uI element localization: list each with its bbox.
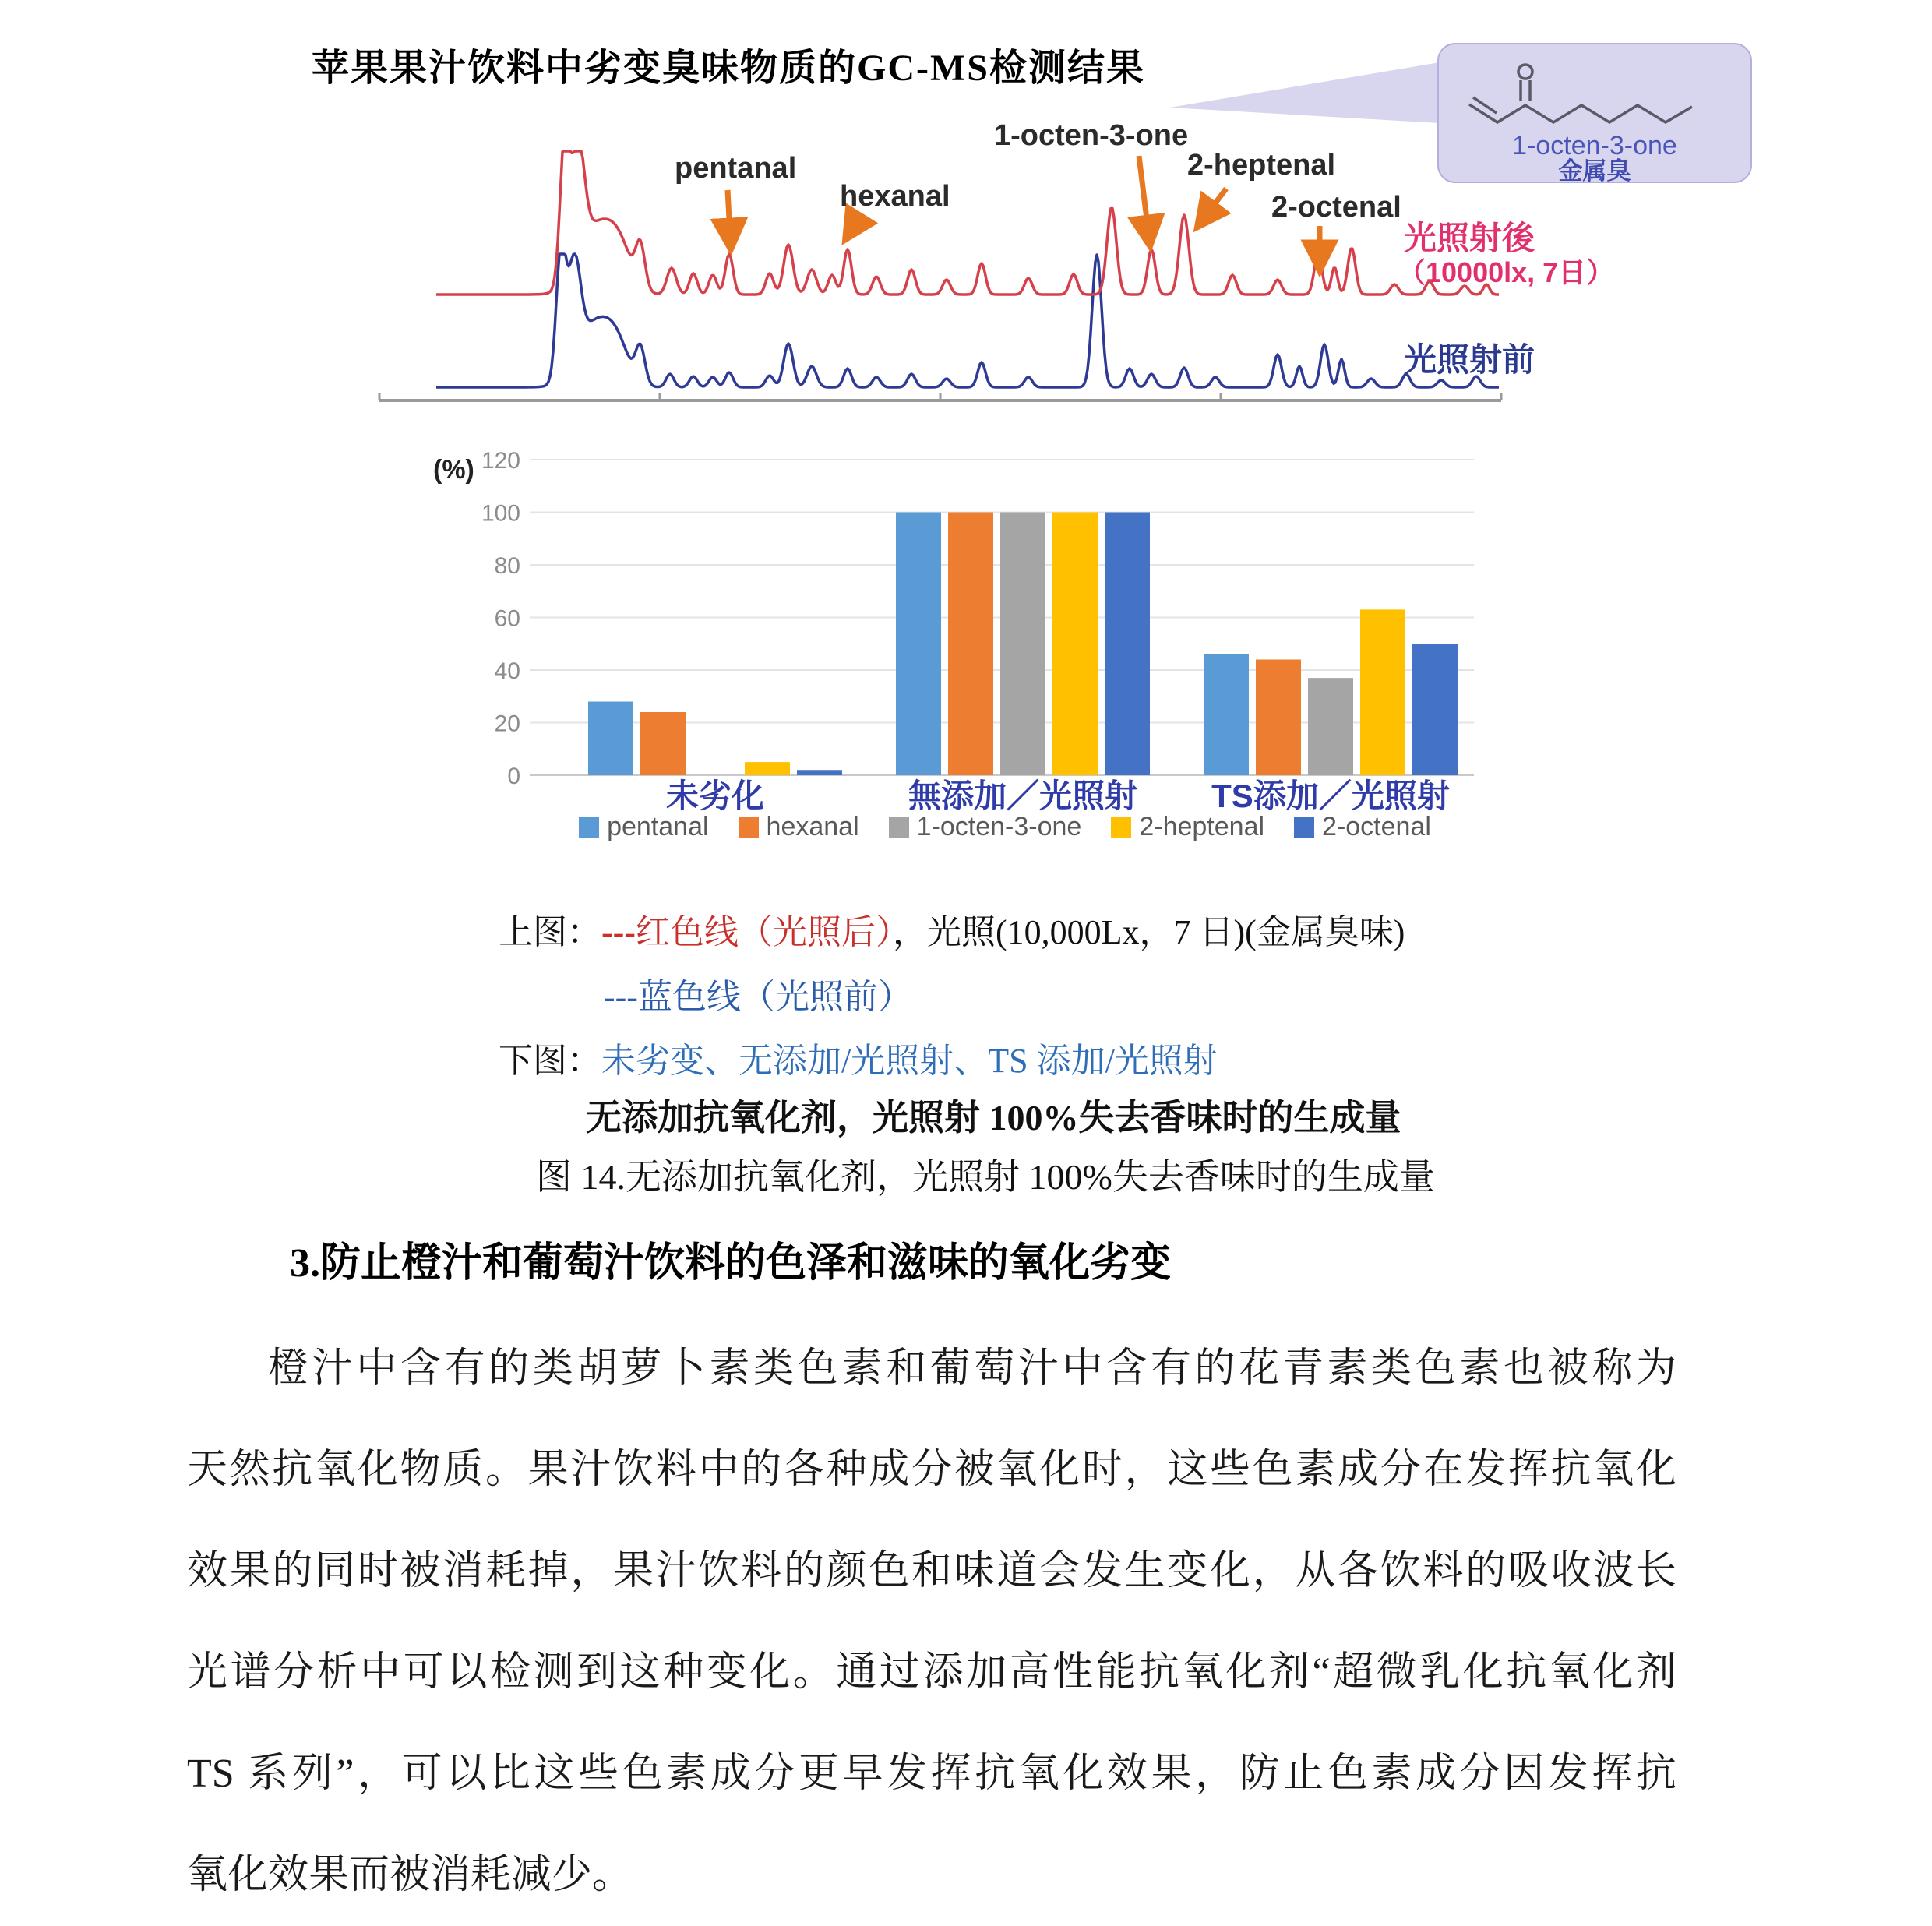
peak-label-2-heptenal: 2-heptenal	[1187, 149, 1336, 182]
legend-label: 2-octenal	[1322, 812, 1431, 841]
peak-label-hexanal: hexanal	[840, 180, 950, 213]
y-tick-label: 100	[481, 500, 520, 527]
caption-upper-suffix: ，光照(10,000Lx，7 日)(金属臭味)	[892, 913, 1405, 951]
callout-odor-label: 金属臭	[1558, 157, 1631, 185]
figure-title: 苹果果汁饮料中劣变臭味物质的GC-MS检测结果	[312, 48, 1145, 89]
y-tick-label: 20	[494, 711, 520, 737]
bar-1-octen-3-one-group3	[1308, 678, 1353, 775]
legend-label: pentanal	[607, 812, 709, 841]
before-irradiation-label: 光照射前	[1404, 341, 1535, 378]
caption-blue-line-text: ---蓝色线（光照前）	[604, 978, 912, 1016]
chart-legend	[530, 812, 1480, 842]
y-tick-label: 0	[507, 764, 520, 789]
caption-upper	[499, 904, 1405, 954]
legend-item-2-octenal	[1294, 812, 1431, 842]
bar-2-octenal-group1	[797, 770, 842, 775]
legend-label: 1-octen-3-one	[916, 812, 1082, 841]
bar-hexanal-group1	[640, 712, 686, 775]
caption-blue-line	[604, 968, 912, 1018]
peak-arrow-icon	[846, 213, 862, 238]
category-label-3: TS添加／光照射	[1211, 778, 1450, 814]
section-heading: 3.防止橙汁和葡萄汁饮料的色泽和滋味的氧化劣变	[290, 1241, 1172, 1286]
category-label-1: 未劣化	[665, 778, 765, 814]
bar-1-octen-3-one-group2	[1000, 513, 1045, 776]
legend-swatch-icon	[739, 817, 759, 838]
legend-swatch-icon	[1294, 817, 1314, 838]
body-line-3: 效果的同时被消耗掉，果汁饮料的颜色和味道会发生变化，从各饮料的吸收波长	[187, 1549, 1676, 1593]
caption-bold-note: 无添加抗氧化剂，光照射 100%失去香味时的生成量	[586, 1098, 1401, 1138]
caption-upper-prefix: 上图：	[499, 913, 601, 951]
bar-2-octenal-group3	[1412, 644, 1458, 775]
legend-item-hexanal	[739, 812, 859, 842]
bar-chart	[390, 436, 1558, 814]
legend-swatch-icon	[579, 817, 599, 838]
figure-caption: 图 14.无添加抗氧化剂，光照射 100%失去香味时的生成量	[536, 1157, 1435, 1197]
y-tick-label: 60	[494, 605, 520, 632]
after-irradiation-label: 光照射後	[1404, 220, 1535, 256]
y-tick-label: 120	[481, 448, 520, 474]
legend-label: 2-heptenal	[1139, 812, 1265, 841]
legend-swatch-icon	[889, 817, 909, 838]
body-line-2: 天然抗氧化物质。果汁饮料中的各种成分被氧化时，这些色素成分在发挥抗氧化	[187, 1448, 1676, 1492]
caption-lower-groups: 未劣变、无添加/光照射、TS 添加/光照射	[601, 1042, 1218, 1080]
peak-label-2-octenal: 2-octenal	[1271, 191, 1401, 224]
bar-2-heptenal-group2	[1052, 513, 1098, 776]
legend-label: hexanal	[766, 812, 859, 841]
category-label-2: 無添加／光照射	[908, 778, 1138, 814]
body-line-4: 光谱分析中可以检测到这种变化。通过添加高性能抗氧化剂“超微乳化抗氧化剂	[187, 1650, 1676, 1695]
peak-arrow-icon	[1139, 156, 1150, 245]
bar-2-heptenal-group1	[745, 762, 790, 775]
bar-pentanal-group2	[896, 513, 941, 776]
caption-lower-prefix: 下图：	[499, 1042, 601, 1080]
legend-item-pentanal	[579, 812, 708, 842]
legend-item-1-octen-3-one	[889, 812, 1082, 842]
bar-2-octenal-group2	[1105, 513, 1150, 776]
trace-before-irradiation	[436, 254, 1499, 387]
peak-arrow-icon	[728, 190, 731, 248]
body-line-1: 橙汁中含有的类胡萝卜素类色素和葡萄汁中含有的花青素类色素也被称为	[268, 1346, 1676, 1391]
body-line-6: 氧化效果而被消耗减少。	[187, 1853, 633, 1897]
caption-upper-red-line: ---红色线（光照后）	[601, 913, 893, 951]
bar-pentanal-group3	[1204, 654, 1249, 775]
after-irradiation-sublabel: （10000lx, 7日）	[1398, 256, 1615, 288]
bar-2-heptenal-group3	[1360, 609, 1405, 775]
y-tick-label: 40	[494, 658, 520, 684]
peak-arrow-icon	[1198, 189, 1226, 226]
body-line-5: TS 系列”，可以比这些色素成分更早发挥抗氧化效果，防止色素成分因发挥抗	[187, 1751, 1676, 1796]
legend-swatch-icon	[1111, 817, 1131, 838]
bar-hexanal-group2	[948, 513, 993, 776]
bar-hexanal-group3	[1256, 660, 1301, 776]
y-tick-label: 80	[494, 553, 520, 579]
legend-item-2-heptenal	[1111, 812, 1264, 842]
body-paragraph	[187, 1318, 1676, 1926]
bar-pentanal-group1	[588, 702, 633, 776]
y-axis-unit-label: (%)	[433, 455, 474, 485]
callout-compound-label: 1-octen-3-one	[1512, 131, 1677, 160]
caption-lower	[499, 1032, 1218, 1082]
chromatogram-figure	[351, 35, 1800, 444]
callout-tail	[1170, 62, 1440, 123]
peak-label-1-octen-3-one: 1-octen-3-one	[994, 119, 1189, 152]
peak-label-pentanal: pentanal	[675, 152, 797, 185]
